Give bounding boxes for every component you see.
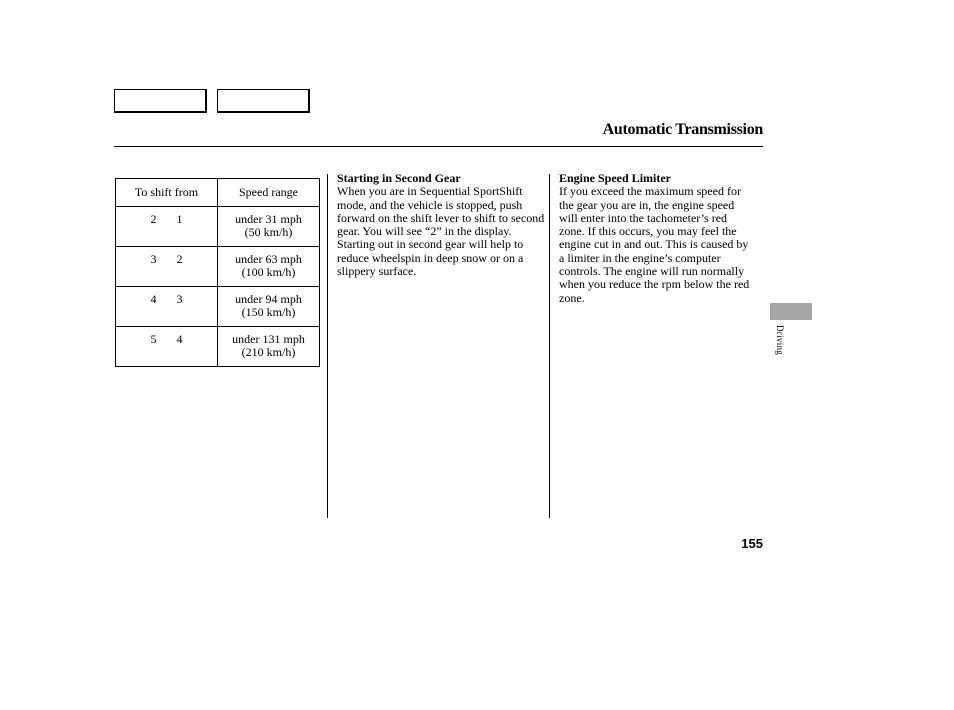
gear-cell bbox=[116, 207, 218, 247]
speed-mph: under 31 mph bbox=[235, 212, 302, 226]
table-row bbox=[116, 207, 320, 247]
gear-to: 3 bbox=[176, 292, 183, 306]
gear-from: 5 bbox=[150, 332, 157, 346]
speed-kmh: (210 km/h) bbox=[241, 345, 296, 359]
speed-cell bbox=[218, 287, 320, 327]
gear-cell bbox=[116, 327, 218, 367]
gear-from: 4 bbox=[150, 292, 157, 306]
gear-cell bbox=[116, 287, 218, 327]
speed-mph: under 131 mph bbox=[232, 332, 305, 346]
page-number: 155 bbox=[741, 536, 763, 551]
speed-cell bbox=[218, 327, 320, 367]
nav-button-previous[interactable] bbox=[114, 89, 207, 113]
speed-kmh: (100 km/h) bbox=[241, 265, 296, 279]
section-body: If you exceed the maximum speed for the gear you are in, the engine speed will enter into the tachometer’s red zone. If this occurs, you may feel the engine cut in and out. This is caused by a limiter in the engine’s computer controls. The engine will run normally when you reduce the rpm below the red zone. bbox=[559, 184, 750, 305]
nav-button-next[interactable] bbox=[217, 89, 310, 113]
gear-to: 2 bbox=[176, 252, 183, 266]
table-row bbox=[116, 247, 320, 287]
chapter-label: Driving bbox=[775, 325, 785, 356]
chapter-tab[interactable] bbox=[770, 303, 812, 320]
gear-to: 1 bbox=[176, 212, 183, 226]
section-heading: Starting in Second Gear bbox=[337, 171, 461, 185]
speed-kmh: (50 km/h) bbox=[244, 225, 293, 239]
downshift-speed-table bbox=[115, 178, 320, 367]
speed-cell bbox=[218, 247, 320, 287]
table-row bbox=[116, 327, 320, 367]
table-header-row bbox=[116, 179, 320, 207]
header-speed-range: Speed range bbox=[218, 179, 320, 207]
speed-mph: under 63 mph bbox=[235, 252, 302, 266]
section-heading: Engine Speed Limiter bbox=[559, 171, 672, 185]
section-body: When you are in Sequential SportShift mode, and the vehicle is stopped, push forward on the shift lever to shift to second gear. You will see “2” in the display. Starting out in second gear will help to reduce wheelspin in deep snow or on a slippery surface. bbox=[337, 184, 545, 279]
gear-to: 4 bbox=[176, 332, 183, 346]
gear-from: 2 bbox=[150, 212, 157, 226]
speed-cell bbox=[218, 207, 320, 247]
gear-from: 3 bbox=[150, 252, 157, 266]
gear-cell bbox=[116, 247, 218, 287]
table-row bbox=[116, 287, 320, 327]
speed-kmh: (150 km/h) bbox=[241, 305, 296, 319]
section-second-gear bbox=[337, 172, 547, 278]
title-divider bbox=[114, 146, 763, 147]
column-divider bbox=[327, 174, 328, 518]
column-divider bbox=[549, 174, 550, 518]
page-title: Automatic Transmission bbox=[602, 121, 763, 138]
section-speed-limiter bbox=[559, 172, 754, 305]
speed-mph: under 94 mph bbox=[235, 292, 302, 306]
header-to-shift-from: To shift from bbox=[116, 179, 218, 207]
